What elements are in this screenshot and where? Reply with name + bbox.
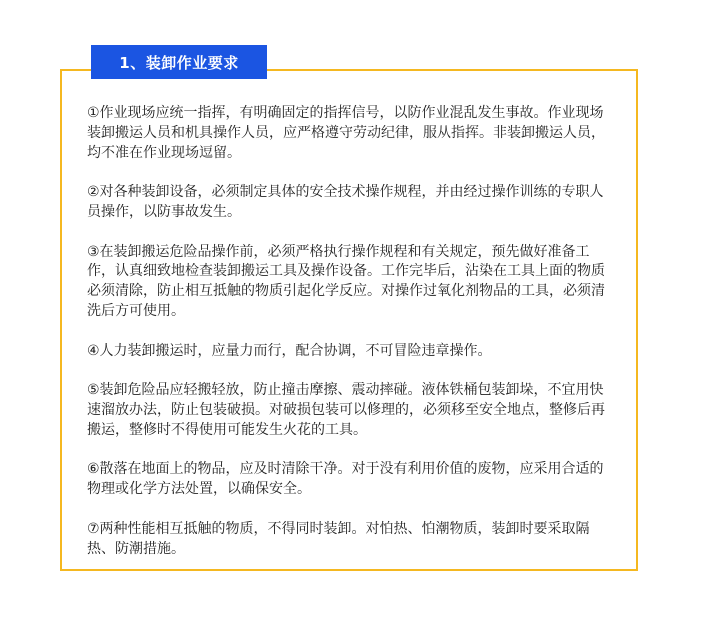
requirement-paragraph-5: ⑤装卸危险品应轻搬轻放，防止撞击摩擦、震动摔碰。液体铁桶包装卸垛，不宜用快速溜放办法，防止包装破损。对破损包装可以修理的，必须移至安全地点，整修后再搬运，整修时不得使用可能发生火花的工具。 bbox=[87, 382, 605, 438]
requirement-paragraph-2: ②对各种装卸设备，必须制定具体的安全技术操作规程，并由经过操作训练的专职人员操作，以防事故发生。 bbox=[87, 184, 604, 220]
requirement-paragraph-6: ⑥散落在地面上的物品，应及时清除干净。对于没有利用价值的废物，应采用合适的物理或化学方法处置，以确保安全。 bbox=[87, 461, 604, 498]
requirements-list bbox=[87, 104, 617, 559]
requirement-paragraph-1: ①作业现场应统一指挥，有明确固定的指挥信号，以防作业混乱发生事故。作业现场装卸搬运人员和机具操作人员，应严格遵守劳动纪律，服从指挥。非装卸搬运人员，均不准在作业现场逗留。 bbox=[87, 105, 605, 161]
requirement-paragraph-4: ④人力装卸搬运时，应量力而行，配合协调，不可冒险违章操作。 bbox=[87, 342, 492, 359]
requirement-paragraph-3: ③在装卸搬运危险品操作前，必须严格执行操作规程和有关规定，预先做好准备工作，认真细致地检查装卸搬运工具及操作设备。工作完毕后，沾染在工具上面的物质必须清除，防止相互抵触的物质引起化学反应。对操作过氧化剂物品的工具，必须清洗后方可使用。 bbox=[87, 243, 605, 319]
section-title: 1、装卸作业要求 bbox=[91, 45, 267, 79]
requirement-paragraph-7: ⑦两种性能相互抵触的物质，不得同时装卸。对怕热、怕潮物质，装卸时要采取隔热、防潮措施。 bbox=[87, 520, 590, 557]
